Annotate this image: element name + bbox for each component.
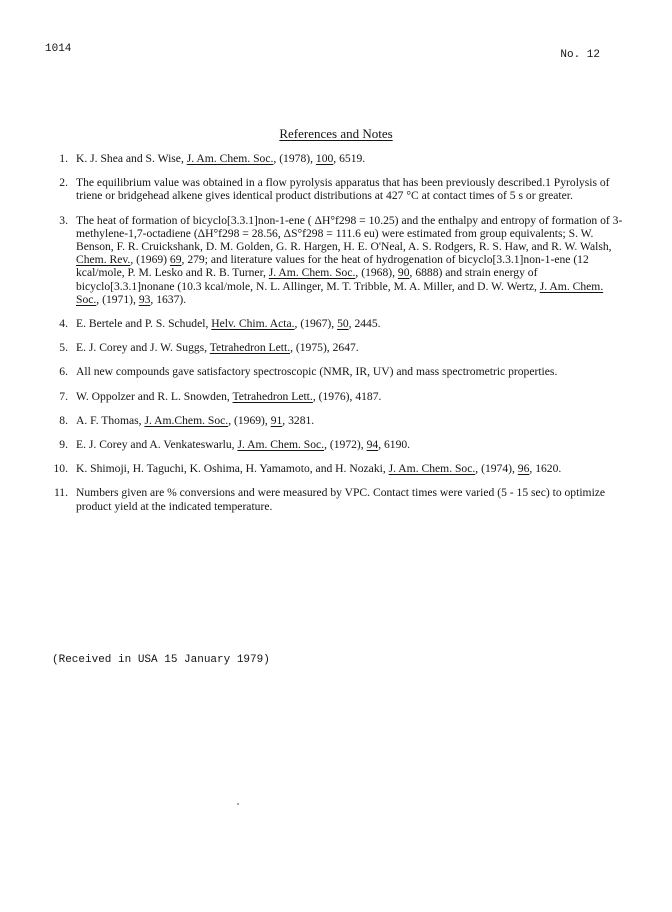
reference-segment: A. F. Thomas,	[76, 413, 145, 427]
reference-segment: , 1637).	[150, 292, 187, 306]
reference-item	[28, 341, 628, 354]
reference-number: 4.	[59, 317, 68, 331]
reference-citation: J. Am. Chem. Soc.	[388, 462, 476, 476]
reference-number: 5.	[59, 341, 68, 355]
reference-segment: K. Shimoji, H. Taguchi, K. Oshima, H. Yamamoto, and H. Nozaki,	[76, 462, 389, 476]
reference-segment: The heat of formation of bicyclo[3.3.1]non-1-ene ( ΔH°f298 = 10.25) and the enthalpy and entropy of formation of 3-methylene-1,7-octadiene (ΔH°f298 = 28.56, ΔS°f298 = 111.6 eu) were estimated from group equivalents; S. W. Benson, F. R. Cruickshank, D. M. Golden, G. R. Hargen, H. E. O'Neal, A. S. Rodgers, R. S. Haw, and R. W. Walsh,	[76, 213, 623, 254]
section-title-text: References and Notes	[279, 126, 393, 141]
reference-citation: J. Am.Chem. Soc.	[144, 413, 229, 427]
reference-text	[76, 365, 628, 378]
reference-segment: , (1968),	[355, 266, 398, 280]
reference-segment: Numbers given are % conversions and were measured by VPC. Contact times were varied (5 - 15 sec) to optimize product yield at the indicated temperature.	[76, 486, 606, 513]
reference-citation: 69	[169, 253, 182, 267]
reference-number: 9.	[59, 438, 68, 452]
reference-number: 3.	[59, 213, 68, 227]
reference-segment: , 6888) and strain energy of bicyclo[3.3.1]nonane (10.3 kcal/mole, N. L. Allinger, M. T. Tribble, M. A. Miller, and D. W. Wertz,	[76, 266, 540, 293]
reference-item	[28, 214, 628, 306]
reference-item	[28, 462, 628, 475]
reference-text	[76, 414, 628, 427]
reference-number: 6.	[59, 365, 68, 379]
reference-citation: 94	[366, 438, 379, 452]
reference-text	[76, 214, 628, 306]
reference-item	[28, 390, 628, 403]
reference-number: 11.	[53, 486, 68, 500]
reference-number: 10.	[53, 462, 68, 476]
reference-citation: J. Am. Chem. Soc.	[268, 266, 356, 280]
reference-item	[28, 365, 628, 378]
reference-list	[28, 152, 628, 524]
reference-segment: The equilibrium value was obtained in a flow pyrolysis apparatus that has been previously described.1 Pyrolysis of triene or bridgehead alkene gives identical product distributions at 427 °C at contact times of 5 s or greater.	[76, 176, 610, 203]
reference-segment: , (1976), 4187.	[312, 389, 382, 403]
received-date: (Received in USA 15 January 1979)	[52, 654, 270, 666]
reference-text	[76, 152, 628, 165]
section-title	[0, 126, 672, 142]
reference-citation: Tetrahedron Lett.	[209, 341, 291, 355]
reference-text	[76, 486, 628, 512]
reference-citation: 100	[315, 152, 334, 165]
reference-number: 1.	[59, 152, 68, 165]
reference-item	[28, 414, 628, 427]
reference-segment: , 2445.	[348, 317, 381, 331]
reference-text	[76, 390, 628, 403]
reference-text	[76, 438, 628, 451]
reference-segment: , 6190.	[378, 438, 411, 452]
reference-text	[76, 462, 628, 475]
reference-item	[28, 176, 628, 202]
reference-text	[76, 317, 628, 330]
reference-segment: , 1620.	[529, 462, 562, 476]
reference-citation: 93	[138, 292, 151, 306]
reference-citation: J. Am. Chem. Soc.	[237, 438, 325, 452]
reference-citation: 91	[270, 413, 283, 427]
reference-segment: E. J. Corey and J. W. Suggs,	[76, 341, 210, 355]
reference-item	[28, 152, 628, 165]
reference-segment: All new compounds gave satisfactory spectroscopic (NMR, IR, UV) and mass spectrometric properties.	[76, 365, 558, 379]
reference-segment: , (1975), 2647.	[290, 341, 359, 355]
reference-citation: 96	[517, 462, 530, 476]
reference-text	[76, 341, 628, 354]
reference-segment: K. J. Shea and S. Wise,	[76, 152, 187, 165]
reference-segment: , 6519.	[333, 152, 366, 165]
reference-segment: , (1971),	[96, 292, 139, 306]
reference-citation: J. Am. Chem. Soc.	[186, 152, 274, 165]
reference-segment: , 279; and literature values for the heat of hydrogenation of bicyclo[3.3.1]non-1-ene (12 kcal/mole, P. M. Lesko and R. B. Turner,	[76, 253, 589, 280]
reference-segment: , (1978),	[273, 152, 316, 165]
reference-segment: , 3281.	[282, 413, 315, 427]
page-number: 1014	[45, 43, 72, 55]
reference-citation: 90	[397, 266, 410, 280]
reference-citation: J. Am. Chem. Soc.	[76, 279, 604, 306]
reference-item	[28, 486, 628, 512]
reference-segment: , (1967),	[294, 317, 338, 331]
reference-citation: Helv. Chim. Acta.	[211, 317, 295, 331]
reference-item	[28, 438, 628, 451]
reference-number: 2.	[59, 176, 68, 190]
reference-citation: Chem. Rev.	[76, 253, 131, 267]
reference-segment: , (1972),	[324, 438, 367, 452]
reference-citation: 50	[337, 317, 349, 331]
scan-speck	[237, 803, 239, 805]
issue-number: No. 12	[560, 49, 600, 61]
reference-segment: E. Bertele and P. S. Schudel,	[76, 317, 212, 331]
reference-segment: , (1969),	[228, 413, 271, 427]
reference-segment: , (1969)	[130, 253, 170, 267]
reference-text	[76, 176, 628, 202]
reference-segment: E. J. Corey and A. Venkateswarlu,	[76, 438, 238, 452]
reference-item	[28, 317, 628, 330]
reference-segment: W. Oppolzer and R. L. Snowden,	[76, 389, 233, 403]
reference-number: 7.	[59, 389, 68, 403]
reference-segment: , (1974),	[475, 462, 518, 476]
reference-citation: Tetrahedron Lett.	[232, 389, 313, 403]
reference-number: 8.	[59, 413, 68, 427]
